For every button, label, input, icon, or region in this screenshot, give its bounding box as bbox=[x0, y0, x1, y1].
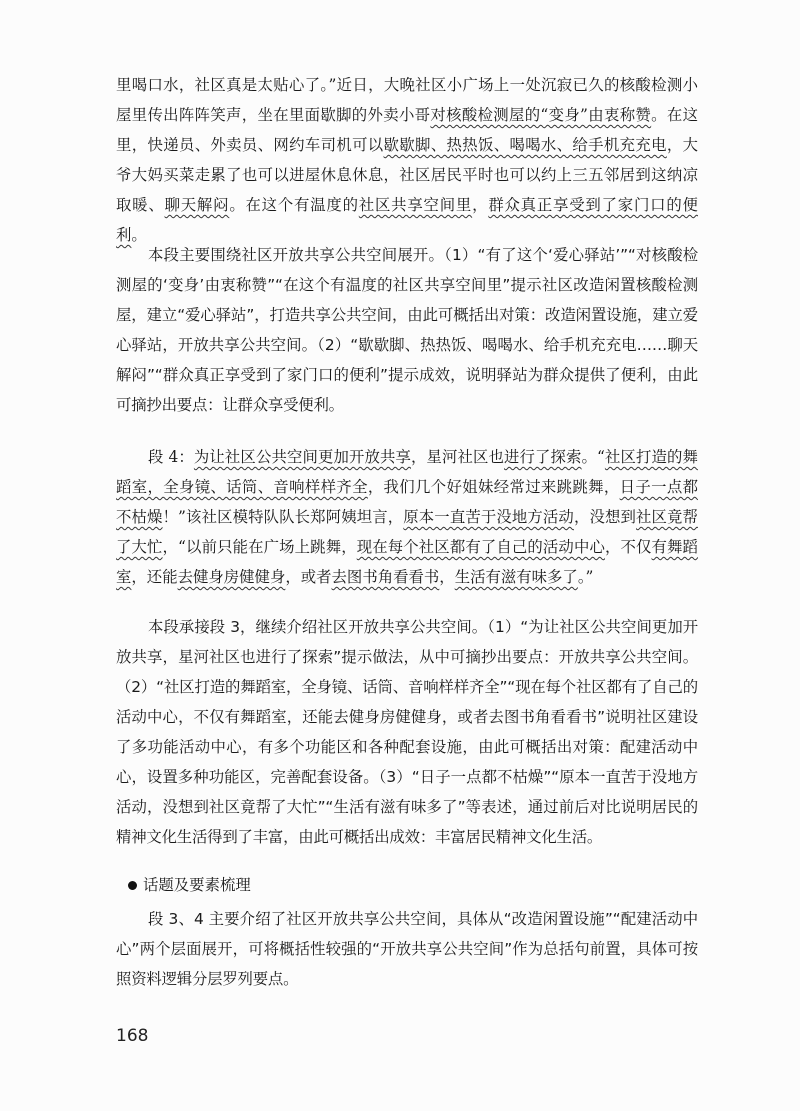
underlined-phrase: 日子一点都不枯燥 bbox=[116, 478, 698, 526]
underlined-phrase: 进行了探索 bbox=[504, 448, 582, 466]
text-run: 。” bbox=[577, 568, 594, 586]
underlined-phrase: 群众真正享受到了家门口的便利 bbox=[116, 196, 698, 244]
text-run: ，不仅 bbox=[604, 538, 652, 556]
text-run: ，大爷大妈买菜走累了也可以进屋休息休息，社区居民平时也可以约上三五邻居到这纳凉取暖、 bbox=[116, 136, 698, 214]
underlined-phrase: 有舞蹈室 bbox=[116, 538, 698, 586]
underlined-phrase: 生活有滋有味多了 bbox=[454, 568, 578, 586]
text-run: ，“以前只能在广场上跳舞， bbox=[162, 538, 357, 556]
bullet-dot-icon bbox=[128, 881, 137, 890]
underlined-phrase: 现在每个社区都有了自己的活动中心 bbox=[356, 538, 605, 556]
text-run: ，或者 bbox=[285, 568, 332, 586]
source-paragraph-1 bbox=[116, 70, 698, 250]
text-run: ， bbox=[439, 568, 455, 586]
text-run: ， bbox=[472, 196, 489, 214]
underlined-phrase: 原本一直苦于没地方活动 bbox=[403, 508, 574, 526]
underlined-phrase: 对核酸检测屋的“变身”由衷称赞 bbox=[430, 106, 652, 124]
underlined-phrase: 社区打造的舞蹈室，全身镜、话筒、音响样样齐全 bbox=[116, 448, 698, 496]
summary-paragraph: 段 3、4 主要介绍了社区开放共享公共空间，具体从“改造闲置设施”“配建活动中心”两个层面展开，可将概括性较强的“开放共享公共空间”作为总括句前置，具体可按照资料逻辑分层罗列要点。 bbox=[116, 910, 698, 988]
underlined-phrase: 歇歇脚、热热饭、喝喝水、给手机充充电 bbox=[383, 136, 667, 154]
underlined-phrase: 为让社区公共空间更加开放共享 bbox=[193, 448, 411, 466]
section-heading-text: 话题及要素梳理 bbox=[143, 876, 251, 894]
underlined-phrase: 去图书角看看书 bbox=[331, 568, 440, 586]
text-run: ，星河社区也 bbox=[410, 448, 505, 466]
text-run: ！”该社区模特队队长郑阿姨坦言， bbox=[162, 508, 404, 526]
text-run: 。 bbox=[131, 226, 147, 244]
text-run: ，还能 bbox=[131, 568, 178, 586]
page-number: 168 bbox=[116, 1026, 149, 1046]
text-run: 。“ bbox=[581, 448, 605, 466]
text-run: 里喝口水，社区真是太贴心了。”近日，大晚社区小广场上一处沉寂已久的核酸检测小屋里传出阵阵笑声，坐在里面歇脚的外卖小哥 bbox=[116, 76, 698, 124]
underlined-phrase: 去健身房健健身 bbox=[177, 568, 286, 586]
analysis-paragraph-1: 本段主要围绕社区开放共享公共空间展开。（1）“有了这个‘爱心驿站’”“对核酸检测屋的‘变身’由衷称赞”“在这个有温度的社区共享空间里”提示社区改造闲置核酸检测屋，建立“爱心驿站”，打造共享公共空间，由此可概括出对策：改造闲置设施，建立爱心驿站，开放共享公共空间。（2）“歇歇脚、热热饭、喝喝水、给手机充充电……聊天解闷”“群众真正享受到了家门口的便利”提示成效，说明驿站为群众提供了便利，由此可摘抄出要点：让群众享受便利。 bbox=[116, 246, 698, 414]
section-heading bbox=[128, 870, 251, 900]
text-run: ，我们几个好姐妹经常过来跳跳舞， bbox=[367, 478, 620, 496]
text-run: 。在这个有温度的 bbox=[229, 196, 359, 214]
text-run: 。在这里，快递员、外卖员、网约车司机可以 bbox=[116, 106, 698, 154]
source-paragraph-4 bbox=[116, 442, 698, 592]
analysis-paragraph-2: 本段承接段 3，继续介绍社区开放共享公共空间。（1）“为让社区公共空间更加开放共享，星河社区也进行了探索”提示做法，从中可摘抄出要点：开放共享公共空间。（2）“社区打造的舞蹈室，全身镜、话筒、音响样样齐全”“现在每个社区都有了自己的活动中心，不仅有舞蹈室，还能去健身房健健身，或者去图书角看看书”说明社区建设了多功能活动中心，有多个功能区和各种配套设施，由此可概括出对策：配建活动中心，设置多种功能区，完善配套设备。（3）“日子一点都不枯燥”“原本一直苦于没地方活动，没想到社区竟帮了大忙”“生活有滋有味多了”等表述，通过前后对比说明居民的精神文化生活得到了丰富，由此可概括出成效：丰富居民精神文化生活。 bbox=[116, 618, 698, 846]
underlined-phrase: 聊天解闷 bbox=[164, 196, 230, 214]
underlined-phrase: 社区共享空间里 bbox=[358, 196, 473, 214]
underlined-phrase: 社区竟帮了大忙 bbox=[116, 508, 698, 556]
text-run: 段 4： bbox=[148, 448, 194, 466]
text-run: ，没想到 bbox=[573, 508, 637, 526]
